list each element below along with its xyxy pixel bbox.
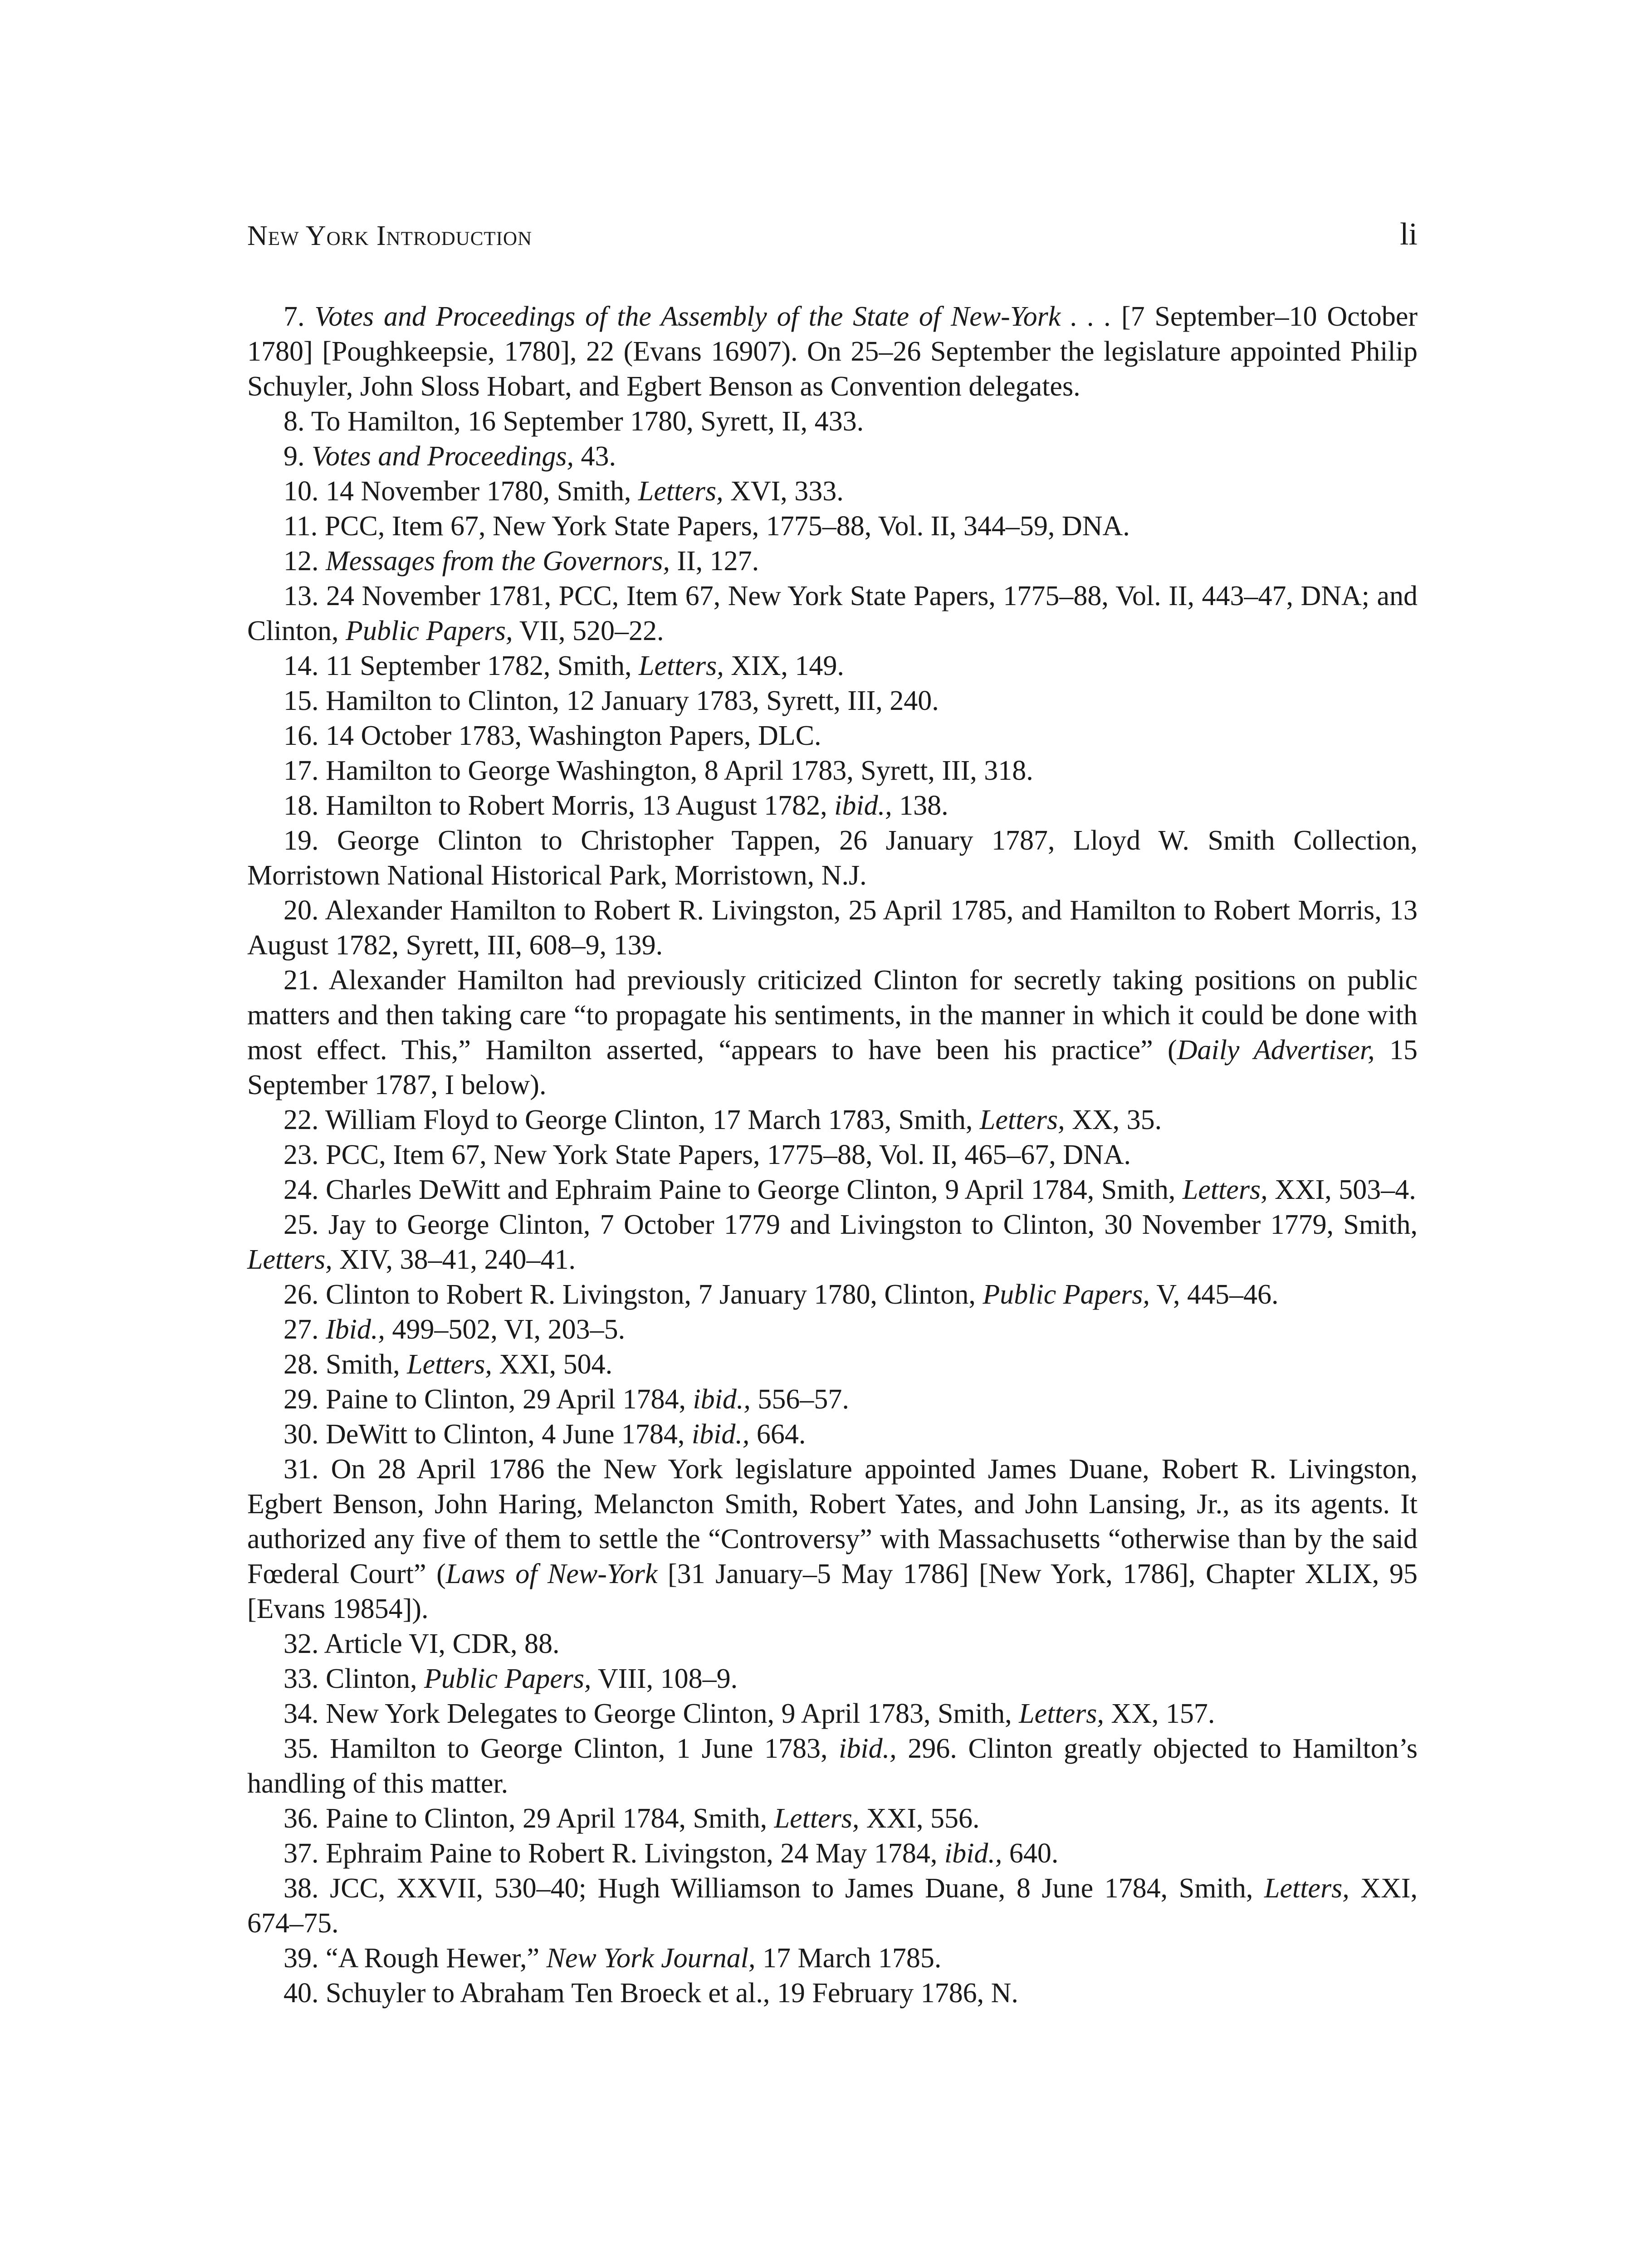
endnote — [247, 649, 1418, 684]
endnote-text: 138. — [892, 790, 949, 821]
endnote — [247, 1696, 1418, 1731]
endnote-text: V, 445–46. — [1149, 1279, 1279, 1310]
endnote-italic-text: Public Papers, — [346, 616, 513, 646]
endnote-text: 15 September 1787, I below). — [247, 1035, 1418, 1100]
endnote-text: XXI, 674–75. — [247, 1873, 1418, 1939]
endnote — [247, 1941, 1418, 1976]
endnote-text: 8. To Hamilton, 16 September 1780, Syrett, II, 433. — [284, 406, 864, 437]
endnote — [247, 1207, 1418, 1277]
endnote-text: 31. On 28 April 1786 the New York legislature appointed James Duane, Robert R. Livingston, Egbert Benson, John Haring, Melancton Smith, Robert Yates, and John Lansing, Jr., as its agents. It authorized any five of them to settle the “Controversy” with Massachusetts “otherwise than by the said Fœderal Court” ( — [247, 1454, 1418, 1589]
endnote — [247, 1417, 1418, 1452]
endnote — [247, 474, 1418, 509]
endnote-italic-text: Daily Advertiser, — [1177, 1035, 1375, 1066]
endnote-text: VII, 520–22. — [513, 616, 664, 646]
endnote — [247, 893, 1418, 963]
endnote-text: 640. — [1002, 1838, 1059, 1869]
endnote-text: 20. Alexander Hamilton to Robert R. Livingston, 25 April 1785, and Hamilton to Robert Morris, 13 August 1782, Syrett, III, 608–9, 139. — [247, 895, 1418, 961]
endnote — [247, 404, 1418, 439]
endnote-text: 296. Clinton greatly objected to Hamilton’s handling of this matter. — [247, 1733, 1418, 1799]
endnote — [247, 1452, 1418, 1627]
endnote-italic-text: ibid., — [691, 1419, 750, 1450]
endnote-text: 23. PCC, Item 67, New York State Papers, 1775–88, Vol. II, 465–67, DNA. — [284, 1139, 1131, 1170]
endnote-italic-text: Ibid., — [326, 1314, 385, 1345]
endnote-text: 38. JCC, XXVII, 530–40; Hugh Williamson to James Duane, 8 June 1784, Smith, — [284, 1873, 1264, 1904]
endnote-text: 21. Alexander Hamilton had previously criticized Clinton for secretly taking positions on public matters and then taking care “to propagate his sentiments, in the manner in which it could be done with most effect. This,” Hamilton asserted, “appears to have been his practice” ( — [247, 965, 1418, 1066]
endnote — [247, 439, 1418, 474]
endnote — [247, 299, 1418, 404]
endnote — [247, 788, 1418, 823]
endnote-italic-text: Votes and Proceedings of the Assembly of the State of New-York . . . — [314, 301, 1112, 332]
endnote-text: XXI, 503–4. — [1267, 1174, 1416, 1205]
endnote-italic-text: Letters, — [774, 1803, 860, 1834]
endnote — [247, 579, 1418, 649]
endnote-text: 10. 14 November 1780, Smith, — [284, 476, 638, 507]
endnote-italic-text: Letters, — [407, 1349, 492, 1380]
endnote-italic-text: Letters, — [638, 476, 724, 507]
endnote-text: 22. William Floyd to George Clinton, 17 March 1783, Smith, — [284, 1105, 980, 1135]
endnote-text: 12. — [284, 546, 326, 577]
endnote-text: 43. — [573, 441, 616, 472]
endnote-text: XVI, 333. — [723, 476, 844, 507]
endnote-text: 29. Paine to Clinton, 29 April 1784, — [284, 1384, 693, 1415]
endnote-text: [7 September–10 October 1780] [Poughkeepsie, 1780], 22 (Evans 16907). On 25–26 September the legislature appointed Philip Schuyler, John Sloss Hobart, and Egbert Benson as Convention delegates. — [247, 301, 1418, 402]
endnote-text: II, 127. — [670, 546, 759, 577]
endnote-italic-text: Letters, — [639, 650, 724, 681]
endnote-italic-text: ibid., — [834, 790, 892, 821]
endnote — [247, 544, 1418, 579]
endnote — [247, 753, 1418, 788]
endnote-text: 19. George Clinton to Christopher Tappen, 26 January 1787, Lloyd W. Smith Collection, Morristown National Historical Park, Morristown, N.J. — [247, 825, 1418, 891]
endnote-italic-text: Votes and Proceedings, — [312, 441, 574, 472]
endnote-text: 27. — [284, 1314, 326, 1345]
endnote-text: XXI, 504. — [492, 1349, 613, 1380]
endnote-text: 40. Schuyler to Abraham Ten Broeck et al., 19 February 1786, N. — [284, 1978, 1018, 2009]
endnote — [247, 1138, 1418, 1173]
endnote — [247, 1871, 1418, 1941]
endnote-italic-text: Public Papers, — [983, 1279, 1150, 1310]
endnote-text: 499–502, VI, 203–5. — [385, 1314, 626, 1345]
endnote — [247, 963, 1418, 1103]
running-head-title: New York Introduction — [247, 220, 533, 251]
endnote-text: 30. DeWitt to Clinton, 4 June 1784, — [284, 1419, 692, 1450]
endnote — [247, 1976, 1418, 2011]
endnote-text: 28. Smith, — [284, 1349, 407, 1380]
endnote-text: 14. 11 September 1782, Smith, — [284, 650, 639, 681]
endnote — [247, 1836, 1418, 1871]
endnote-text: 39. “A Rough Hewer,” — [284, 1943, 547, 1974]
endnote-text: 33. Clinton, — [284, 1663, 425, 1694]
endnote — [247, 684, 1418, 719]
endnote-italic-text: Letters, — [1264, 1873, 1349, 1904]
endnote — [247, 1662, 1418, 1696]
endnote-text: XXI, 556. — [859, 1803, 980, 1834]
endnote-text: VIII, 108–9. — [591, 1663, 738, 1694]
endnote-text: 34. New York Delegates to George Clinton, 9 April 1783, Smith, — [284, 1698, 1019, 1729]
endnote-text: 664. — [749, 1419, 806, 1450]
endnote-italic-text: Laws of New-York — [445, 1559, 658, 1589]
endnote-text: 36. Paine to Clinton, 29 April 1784, Smith, — [284, 1803, 774, 1834]
endnote — [247, 509, 1418, 544]
endnotes-list — [247, 299, 1418, 2011]
endnote-text: 13. 24 November 1781, PCC, Item 67, New York State Papers, 1775–88, Vol. II, 443–47, DNA; and Clinton, — [247, 581, 1418, 646]
page-number: li — [1400, 217, 1418, 252]
endnote-text: 16. 14 October 1783, Washington Papers, DLC. — [284, 720, 821, 751]
endnote — [247, 1731, 1418, 1801]
endnote — [247, 1312, 1418, 1347]
endnote-italic-text: Letters, — [1019, 1698, 1104, 1729]
endnote-italic-text: Public Papers, — [424, 1663, 592, 1694]
endnote-text: 25. Jay to George Clinton, 7 October 1779 and Livingston to Clinton, 30 November 1779, Smith, — [284, 1209, 1418, 1240]
endnote — [247, 1801, 1418, 1836]
endnote-text: XIV, 38–41, 240–41. — [332, 1244, 576, 1275]
endnote-text: 32. Article VI, CDR, 88. — [284, 1628, 560, 1659]
endnote-italic-text: ibid., — [944, 1838, 1002, 1869]
endnote — [247, 1277, 1418, 1312]
endnote — [247, 1627, 1418, 1662]
endnote-italic-text: Messages from the Governors, — [326, 546, 670, 577]
endnote — [247, 1173, 1418, 1207]
endnote-italic-text: New York Journal, — [546, 1943, 756, 1974]
endnote — [247, 823, 1418, 893]
endnote-italic-text: Letters, — [1182, 1174, 1268, 1205]
endnote — [247, 1382, 1418, 1417]
endnote-text: 15. Hamilton to Clinton, 12 January 1783, Syrett, III, 240. — [284, 685, 939, 716]
endnote-text: [31 January–5 May 1786] [New York, 1786], Chapter XLIX, 95 [Evans 19854]). — [247, 1559, 1418, 1624]
endnote-text: XX, 157. — [1104, 1698, 1215, 1729]
endnote-italic-text: ibid., — [693, 1384, 751, 1415]
endnote-italic-text: Letters, — [247, 1244, 332, 1275]
endnote-text: XIX, 149. — [724, 650, 844, 681]
endnote-text: 24. Charles DeWitt and Ephraim Paine to George Clinton, 9 April 1784, Smith, — [284, 1174, 1183, 1205]
endnote-text: 26. Clinton to Robert R. Livingston, 7 January 1780, Clinton, — [284, 1279, 983, 1310]
endnote-text: 17 March 1785. — [755, 1943, 942, 1974]
endnote — [247, 1103, 1418, 1138]
endnote-italic-text: Letters, — [979, 1105, 1065, 1135]
endnote-text: 11. PCC, Item 67, New York State Papers, 1775–88, Vol. II, 344–59, DNA. — [284, 511, 1130, 542]
endnote-text: 37. Ephraim Paine to Robert R. Livingston, 24 May 1784, — [284, 1838, 944, 1869]
endnote-italic-text: ibid., — [839, 1733, 897, 1764]
endnote-text: 9. — [284, 441, 312, 472]
endnote — [247, 719, 1418, 753]
endnote-text: 35. Hamilton to George Clinton, 1 June 1783, — [284, 1733, 839, 1764]
running-head — [247, 217, 1418, 261]
endnote-text: 556–57. — [750, 1384, 849, 1415]
endnote-text: 18. Hamilton to Robert Morris, 13 August 1782, — [284, 790, 835, 821]
endnote-text: 7. — [284, 301, 315, 332]
endnote-text: XX, 35. — [1065, 1105, 1162, 1135]
endnote — [247, 1347, 1418, 1382]
endnote-text: 17. Hamilton to George Washington, 8 April 1783, Syrett, III, 318. — [284, 755, 1033, 786]
